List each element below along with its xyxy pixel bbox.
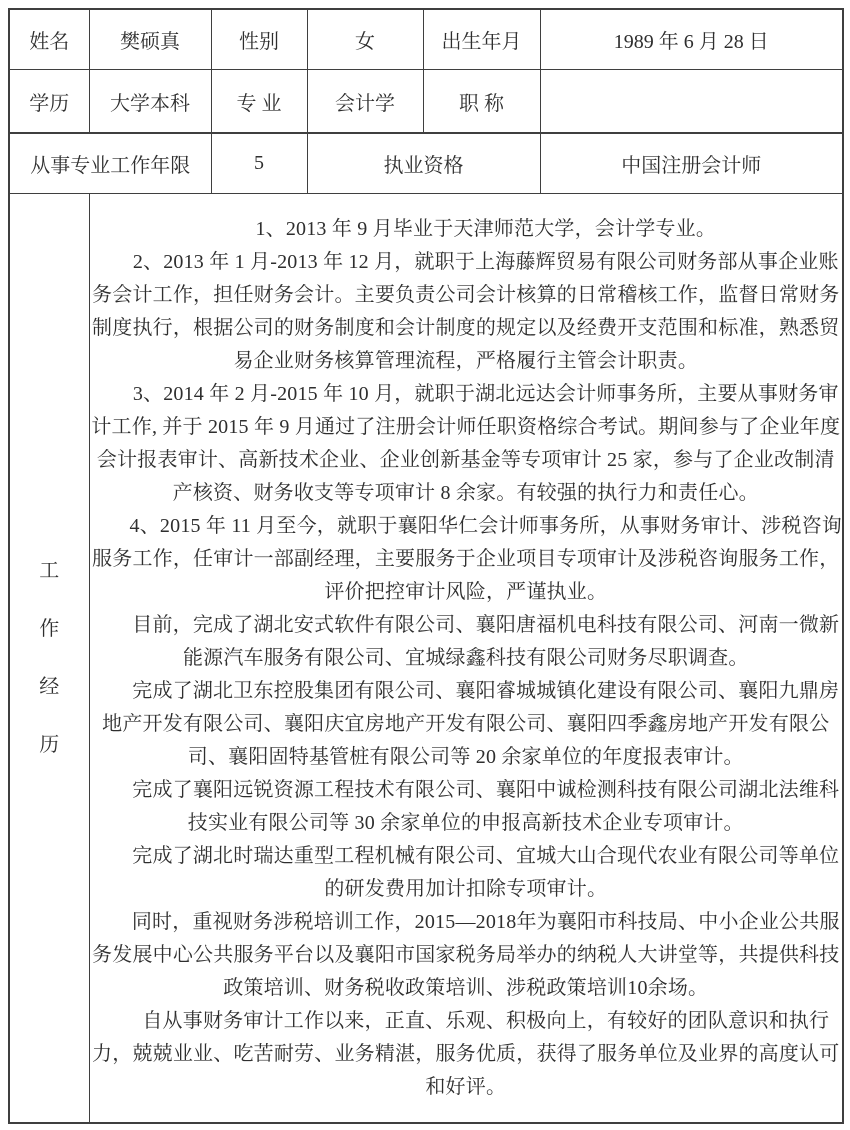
name-label: 姓名 — [9, 9, 89, 70]
work-history-label-char: 历 — [39, 734, 60, 756]
gender-value: 女 — [307, 9, 423, 70]
qualification-label: 执业资格 — [307, 133, 540, 194]
professional-title-value — [540, 70, 843, 134]
row-basic-info — [9, 9, 843, 70]
work-history-paragraph: 完成了湖北时瑞达重型工程机械有限公司、宜城大山合现代农业有限公司等单位的研发费用加计扣除专项审计。 — [132, 844, 840, 900]
work-history-paragraph: 1、2013 年 9 月毕业于天津师范大学，会计学专业。 — [255, 217, 717, 240]
education-value: 大学本科 — [89, 70, 211, 134]
work-history-label-char: 作 — [39, 618, 60, 640]
birth-date-value: 1989 年 6 月 28 日 — [540, 9, 843, 70]
work-history-paragraph: 同时，重视财务涉税培训工作，2015—2018年为襄阳市科技局、中小企业公共服务发展中心公共服务平台以及襄阳市国家税务局举办的纳税人大讲堂等，共提供科技政策培训、财务税收政策培训、涉税政策培训10余场。 — [92, 910, 840, 999]
work-history-paragraph: 4、2015 年 11 月至今，就职于襄阳华仁会计师事务所，从事财务审计、涉税咨询服务工作，任审计一部副经理，主要服务于企业项目专项审计及涉税咨询服务工作，评价把控审计风险，严谨执业。 — [92, 514, 842, 603]
work-history-paragraph: 完成了湖北卫东控股集团有限公司、襄阳睿城城镇化建设有限公司、襄阳九鼎房地产开发有限公司、襄阳庆宜房地产开发有限公司、襄阳四季鑫房地产开发有限公司、襄阳固特基管桩有限公司等 20 余家单位的年度报表审计。 — [102, 679, 840, 768]
resume-table — [8, 8, 844, 1124]
gender-label: 性别 — [211, 9, 307, 70]
work-history-label-char: 工 — [39, 560, 60, 582]
row-qualification — [9, 133, 843, 194]
birth-date-label: 出生年月 — [423, 9, 540, 70]
name-value: 樊硕真 — [89, 9, 211, 70]
work-history-label-char: 经 — [39, 676, 60, 698]
qualification-value: 中国注册会计师 — [540, 133, 843, 194]
education-label: 学历 — [9, 70, 89, 134]
work-history-content — [89, 194, 843, 1124]
major-value: 会计学 — [307, 70, 423, 134]
work-history-paragraph: 完成了襄阳远锐资源工程技术有限公司、襄阳中诚检测科技有限公司湖北法维科技实业有限公司等 30 余家单位的申报高新技术企业专项审计。 — [132, 778, 840, 834]
professional-title-label: 职 称 — [423, 70, 540, 134]
work-history-paragraph: 目前，完成了湖北安式软件有限公司、襄阳唐福机电科技有限公司、河南一微新能源汽车服务有限公司、宜城绿鑫科技有限公司财务尽职调查。 — [132, 613, 840, 669]
work-years-value: 5 — [211, 133, 307, 194]
work-history-paragraph: 自从事财务审计工作以来，正直、乐观、积极向上，有较好的团队意识和执行力，兢兢业业、吃苦耐劳、业务精湛，服务优质，获得了服务单位及业界的高度认可和好评。 — [92, 1009, 840, 1098]
work-history-paragraph: 3、2014 年 2 月-2015 年 10 月，就职于湖北远达会计师事务所，主要从事财务审计工作, 并于 2015 年 9 月通过了注册会计师任职资格综合考试。期间参与了企业年度会计报表审计、高新技术企业、企业创新基金等专项审计 25 家，参与了企业改制清产核资、财务收支等专项审计 8 余家。有较强的执行力和责任心。 — [91, 382, 841, 504]
work-history-vertical-label — [10, 194, 89, 1122]
row-work-history — [9, 194, 843, 1124]
work-history-paragraph: 2、2013 年 1 月-2013 年 12 月，就职于上海藤辉贸易有限公司财务部从事企业账务会计工作，担任财务会计。主要负责公司会计核算的日常稽核工作，监督日常财务制度执行，根据公司的财务制度和会计制度的规定以及经费开支范围和标准，熟悉贸易企业财务核算管理流程，严格履行主管会计职责。 — [92, 250, 840, 372]
major-label: 专 业 — [211, 70, 307, 134]
work-history-label — [9, 194, 89, 1124]
row-education — [9, 70, 843, 134]
work-years-label: 从事专业工作年限 — [9, 133, 211, 194]
